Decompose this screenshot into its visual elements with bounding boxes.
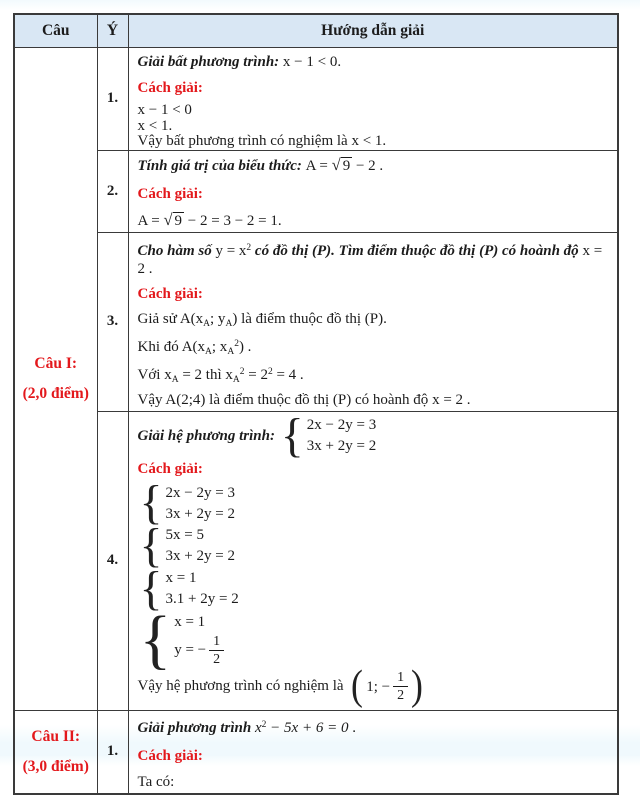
text-fragment: = 2: [178, 366, 203, 383]
content-line: [138, 103, 610, 119]
open-paren-icon: (: [351, 662, 364, 709]
subscript: A: [227, 346, 235, 357]
header-cell-guide: Hướng dẫn giải: [128, 14, 618, 48]
text-fragment: x − 1 < 0: [137, 102, 192, 118]
system-equation-line: [307, 437, 379, 456]
text-fragment: là điểm thuộc đồ thị (P).: [237, 310, 387, 327]
subscript: A: [203, 318, 211, 329]
text-fragment: Cách giải:: [137, 461, 203, 478]
y-number-cell: [97, 710, 128, 794]
sqrt-radical: [163, 209, 184, 229]
text-fragment: 2x − 2y = 3: [165, 484, 235, 501]
superscript: 2: [234, 338, 239, 349]
superscript: 2: [261, 719, 267, 730]
text-fragment: A(x: [179, 310, 204, 327]
content-line: [138, 79, 610, 97]
system-equation-line: [166, 590, 242, 609]
text-fragment: ): [232, 310, 238, 327]
content-line: [138, 310, 610, 333]
fraction: [393, 670, 408, 703]
content-line: [138, 602, 610, 676]
table-row: [14, 411, 618, 710]
system-equation-line: [174, 613, 224, 632]
system-equation-line: [166, 526, 238, 545]
cau-label: Câu I:: [34, 354, 78, 372]
equation-system: [139, 476, 238, 530]
text-fragment: ) .: [238, 338, 252, 355]
subscript: A: [225, 318, 233, 329]
table-row: [14, 48, 618, 151]
table-row: [14, 232, 618, 411]
content-line: [138, 363, 610, 389]
text-fragment: x = 1: [174, 613, 206, 630]
content-line: [138, 211, 610, 230]
system-equation-line: [166, 505, 238, 524]
content-line: [138, 460, 610, 478]
text-fragment: x < 1: [351, 133, 383, 149]
subscript: A: [205, 346, 212, 357]
table-body: [14, 48, 618, 794]
system-equation-line: [307, 416, 379, 435]
text-fragment: x: [164, 366, 172, 383]
system-equation-line: [166, 484, 238, 503]
y-number: 4.: [106, 552, 119, 568]
system-brace-icon: {: [139, 476, 163, 530]
y-number: 3.: [106, 313, 119, 329]
text-fragment: x: [225, 366, 233, 383]
fraction-denominator: 2: [397, 688, 405, 704]
section-cau-cell: [14, 710, 97, 794]
text-fragment: x − 1 < 0.: [282, 54, 342, 70]
superscript: 2: [267, 366, 273, 377]
text-fragment: Với: [137, 366, 165, 383]
text-fragment: A(x: [181, 338, 206, 355]
text-fragment: Ta có:: [137, 773, 175, 790]
radicand: 9: [174, 212, 183, 229]
cau-points: (3,0 điểm): [22, 757, 89, 775]
solution-table: [13, 13, 619, 795]
system-brace-icon: {: [280, 411, 304, 462]
paren-content: [364, 670, 410, 703]
system-equation-line: [166, 547, 238, 566]
text-fragment: Cách giải:: [137, 80, 203, 96]
content-line: [138, 239, 610, 278]
text-fragment: y = −: [174, 641, 207, 658]
text-fragment: x = 2: [432, 391, 464, 408]
fraction-numerator: 1: [209, 634, 224, 651]
sqrt-radical: [331, 154, 353, 174]
content-line: [138, 134, 610, 150]
text-fragment: = 2: [244, 366, 268, 383]
content-line: [138, 519, 610, 573]
content-cell: [128, 48, 618, 151]
text-fragment: ; y: [210, 310, 226, 327]
fraction-numerator: 1: [393, 670, 408, 687]
y-number-cell: [97, 411, 128, 710]
text-fragment: Tính giá trị của biểu thức:: [137, 157, 306, 174]
text-fragment: ; x: [211, 338, 228, 355]
text-fragment: x: [255, 719, 262, 736]
equation-system: [139, 602, 225, 676]
system-equations: [166, 526, 238, 566]
content-cell: [128, 710, 618, 794]
system-equations: [166, 484, 238, 524]
subscript: A: [232, 374, 240, 385]
table-row: [14, 150, 618, 232]
radical-sign-icon: √: [163, 209, 173, 229]
superscript: 2: [246, 242, 252, 253]
content-line: [138, 156, 610, 175]
text-fragment: A =: [305, 157, 332, 174]
text-fragment: Cho hàm số: [137, 242, 216, 259]
radical-sign-icon: √: [331, 154, 341, 174]
content-line: [138, 747, 610, 765]
text-fragment: 3x + 2y = 2: [306, 437, 377, 454]
y-number-cell: [97, 48, 128, 151]
y-number-cell: [97, 150, 128, 232]
system-equations: [174, 613, 224, 667]
text-fragment: là điểm thuộc đồ thị (P) có hoành độ: [205, 391, 433, 408]
content-line: [138, 476, 610, 530]
text-fragment: Cách giải:: [137, 747, 203, 764]
text-fragment: .: [463, 391, 471, 408]
text-fragment: .: [348, 719, 356, 736]
text-fragment: 5x = 5: [165, 527, 205, 544]
content-line: [138, 773, 610, 791]
text-fragment: có đồ thị (P). Tìm điểm thuộc đồ thị (P) có hoành độ: [251, 242, 583, 259]
fraction-denominator: 2: [213, 651, 221, 667]
table-row: [14, 710, 618, 794]
text-fragment: .: [382, 133, 387, 149]
text-fragment: x = 1: [165, 570, 197, 587]
text-fragment: Giả sử: [137, 310, 180, 327]
text-fragment: 3.1 + 2y = 2: [165, 591, 239, 608]
system-equation-line: [174, 634, 224, 667]
cau-label: Câu II:: [31, 727, 81, 745]
content-line: [138, 119, 610, 135]
text-fragment: A =: [137, 212, 164, 229]
text-fragment: − 5x + 6 = 0: [266, 719, 349, 736]
content-line: [138, 285, 610, 303]
system-equations: [166, 569, 242, 609]
text-fragment: − 2 = 3 − 2 = 1.: [184, 212, 282, 229]
content-line: [137, 662, 610, 709]
close-paren-icon: ): [411, 662, 424, 709]
system-brace-icon: {: [139, 519, 163, 573]
content-line: [137, 411, 610, 462]
subscript: A: [171, 374, 179, 385]
content-line: [138, 335, 610, 361]
text-fragment: 1; −: [366, 678, 391, 695]
y-number-cell: [97, 232, 128, 411]
radicand: 9: [342, 157, 351, 174]
big-paren-group: [350, 662, 424, 709]
header-cell-y: Ý: [97, 14, 128, 48]
text-fragment: Vậy: [137, 391, 166, 408]
text-fragment: = 4 .: [272, 366, 304, 383]
text-fragment: A(2;4): [165, 391, 206, 408]
text-fragment: Cách giải:: [137, 185, 203, 202]
y-number: 1.: [106, 743, 119, 759]
text-fragment: 3x + 2y = 2: [165, 505, 235, 522]
section-cau-cell: [14, 48, 97, 711]
header-cell-cau: Câu: [14, 14, 97, 48]
content-line: [138, 391, 610, 409]
fraction: [209, 634, 224, 667]
text-fragment: Vậy bất phương trình có nghiệm là: [137, 133, 352, 149]
content-line: [138, 716, 610, 737]
text-fragment: − 2 .: [352, 157, 384, 174]
content-line: [138, 185, 610, 203]
table-header-row: [14, 14, 618, 48]
text-fragment: x < 1.: [137, 117, 173, 134]
system-equations: [307, 416, 379, 456]
system-brace-icon: {: [139, 561, 163, 615]
y-number: 1.: [106, 90, 119, 107]
content-line: [138, 561, 610, 615]
text-fragment: 2x − 2y = 3: [306, 416, 377, 433]
content-cell: [128, 232, 618, 411]
content-line: [138, 53, 610, 71]
system-equation-line: [166, 569, 242, 588]
text-fragment: x = 2: [137, 242, 603, 277]
text-fragment: y = x: [215, 242, 247, 259]
equation-system: [280, 411, 379, 462]
equation-system: [139, 519, 238, 573]
content-cell: [128, 411, 618, 710]
content-cell: [128, 150, 618, 232]
text-fragment: Cách giải:: [137, 285, 203, 302]
y-number: 2.: [106, 182, 119, 199]
text-fragment: Giải bất phương trình:: [137, 54, 283, 70]
text-fragment: Vậy hệ phương trình có nghiệm là: [137, 678, 348, 695]
cau-points: (2,0 điểm): [22, 384, 89, 402]
text-fragment: Giải hệ phương trình:: [137, 427, 279, 444]
text-fragment: Giải phương trình: [137, 719, 255, 736]
text-fragment: thì: [202, 366, 226, 383]
text-fragment: Khi đó: [137, 338, 182, 355]
system-brace-icon: {: [139, 602, 172, 676]
text-fragment: .: [145, 260, 153, 277]
superscript: 2: [239, 366, 245, 377]
text-fragment: 3x + 2y = 2: [165, 548, 235, 565]
